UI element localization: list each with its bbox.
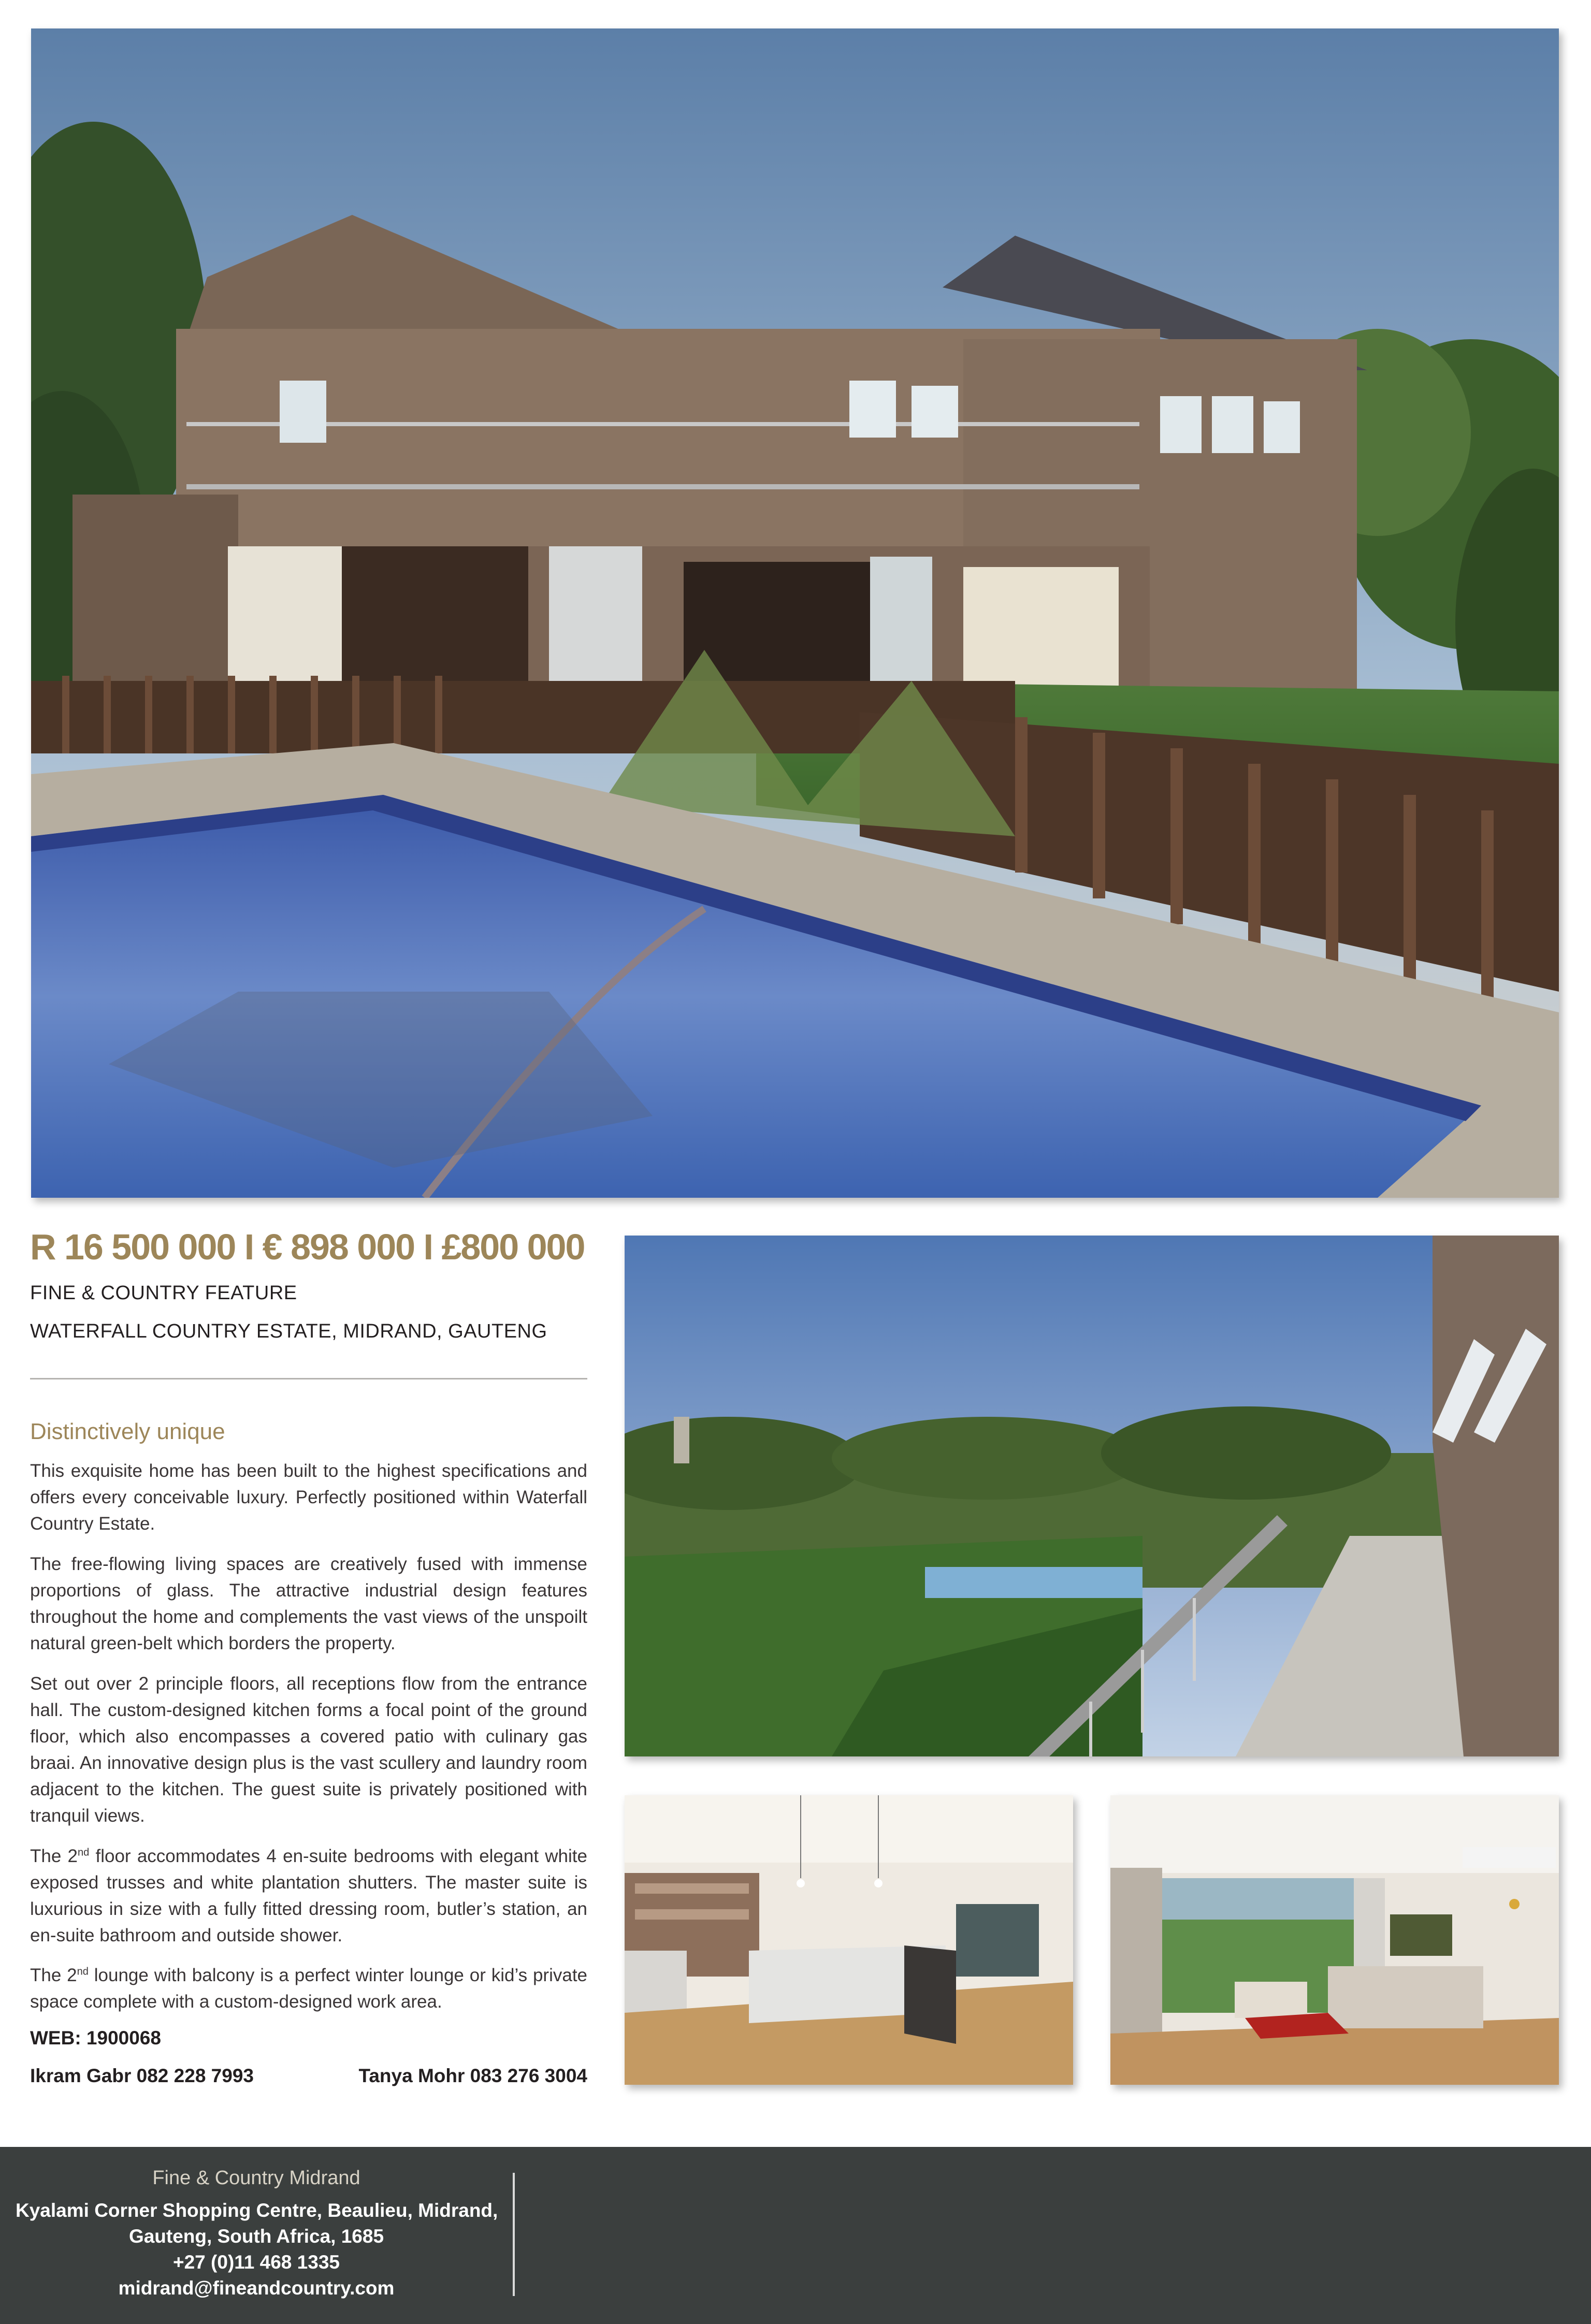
footer-address: Gauteng, South Africa, 1685 <box>128 2226 384 2247</box>
paragraph-text: The 2 <box>30 1965 77 1985</box>
description-heading: Distinctively unique <box>30 1419 225 1444</box>
ordinal-suffix: nd <box>77 1966 89 1978</box>
photo-kitchen-interior <box>625 1795 1073 2085</box>
ordinal-suffix: nd <box>78 1847 90 1858</box>
description-paragraph <box>30 1962 587 2015</box>
footer-divider <box>513 2173 515 2296</box>
description-paragraph <box>30 1843 587 1949</box>
description-paragraph: This exquisite home has been built to the highest specifications and offers every conceivable luxury. Perfectly positioned within Waterfall Country Estate. <box>30 1461 587 1534</box>
agent-contact: Ikram Gabr 082 228 7993 <box>30 2065 254 2086</box>
price: R 16 500 000 I € 898 000 I £800 000 <box>30 1227 585 1267</box>
hero-photo-house-pool <box>31 28 1559 1198</box>
section-divider <box>30 1378 587 1379</box>
footer-phone: +27 (0)11 468 1335 <box>173 2252 340 2273</box>
footer-email[interactable]: midrand@fineandcountry.com <box>118 2277 395 2299</box>
web-reference: WEB: 1900068 <box>30 2027 161 2049</box>
paragraph-text: The 2 <box>30 1846 78 1866</box>
feature-label: FINE & COUNTRY FEATURE <box>30 1282 297 1304</box>
property-location: WATERFALL COUNTRY ESTATE, MIDRAND, GAUTENG <box>30 1320 547 1342</box>
footer-office-name: Fine & Country Midrand <box>152 2167 360 2189</box>
footer-address: Kyalami Corner Shopping Centre, Beaulieu, Midrand, <box>16 2200 498 2221</box>
description-paragraph: Set out over 2 principle floors, all receptions flow from the entrance hall. The custom-designed kitchen forms a focal point of the ground floor, which also encompasses a covered patio with culinary gas braai. An innovative design plus is the vast scullery and laundry room adjacent to the kitchen. The guest suite is privately positioned with tranquil views. <box>30 1674 587 1826</box>
description-paragraph: The free-flowing living spaces are creatively fused with immense proportions of glass. The attractive industrial design features throughout the home and complements the vast views of the unspoilt natural green-belt which borders the property. <box>30 1554 587 1653</box>
photo-lounge-interior <box>1110 1795 1559 2085</box>
agent-contact: Tanya Mohr 083 276 3004 <box>358 2065 587 2086</box>
photo-garden-balcony-view <box>625 1236 1559 1756</box>
paragraph-text: floor accommodates 4 en-suite bedrooms with elegant white exposed trusses and white plantation shutters. The master suite is luxurious in size with a fully fitted dressing room, butler’s station, an en-suite bathroom and outside shower. <box>30 1846 587 1945</box>
paragraph-text: lounge with balcony is a perfect winter lounge or kid’s private space complete with a custom-designed work area. <box>30 1965 588 2012</box>
